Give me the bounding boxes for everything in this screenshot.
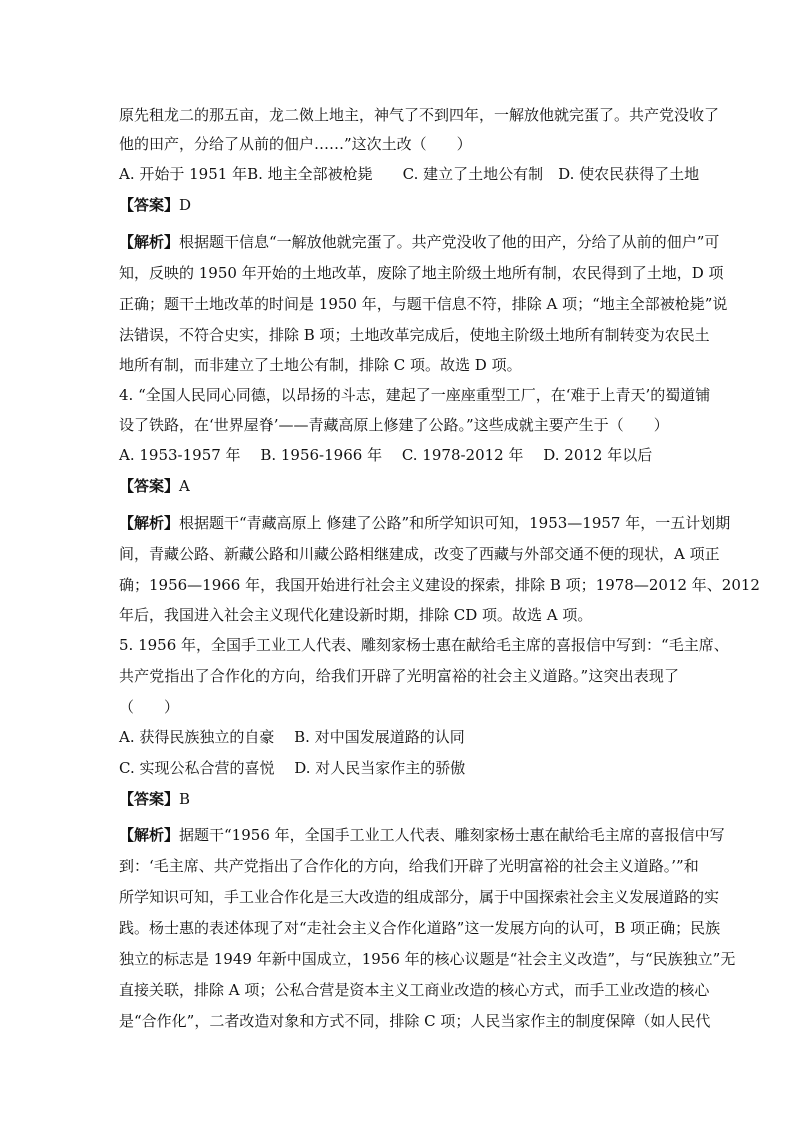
q5-analysis-line-4: 践。杨士惠的表述体现了对“走社会主义合作化道路”这一发展方向的认可，B 项正确；民族 [119,919,721,937]
analysis-text: 根据题干信息“一解放他就完蛋了。共产党没收了他的田产，分给了从前的佃户”可 [179,233,720,251]
q5-analysis-line-2: 到：‘毛主席、共产党指出了合作化的方向，给我们开辟了光明富裕的社会主义道路。’”和 [119,857,699,875]
q5-stem-line-2: 共产党指出了合作化的方向，给我们开辟了光明富裕的社会主义道路。”这突出表现了 [119,667,679,685]
q5-options-line-1: A. 获得民族独立的自豪 B. 对中国发展道路的认同 [119,728,465,746]
answer-tag: 【答案】 [119,790,180,808]
q4-analysis-line-1 [119,514,731,532]
q3-answer [119,196,679,214]
q5-analysis-line-6: 直接关联，排除 A 项；公私合营是资本主义工商业改造的核心方式，而手工业改造的核心 [119,981,710,999]
answer-tag: 【答案】 [119,477,180,495]
q3-analysis-line-2: 知，反映的 1950 年开始的土地改革，废除了地主阶级土地所有制，农民得到了土地，D 项 [119,264,724,282]
q4-analysis-line-4: 年后，我国进入社会主义现代化建设新时期，排除 CD 项。故选 A 项。 [119,606,593,624]
q5-analysis-line-1 [119,826,725,844]
analysis-tag: 【解析】 [119,233,180,251]
analysis-text: 据题干“1956 年，全国手工业工人代表、雕刻家杨士惠在献给毛主席的喜报信中写 [179,826,725,844]
answer-value: A [179,477,190,495]
q5-stem-line-1: 5. 1956 年，全国手工业工人代表、雕刻家杨士惠在献给毛主席的喜报信中写到：“毛主席、 [119,636,729,654]
q4-stem-line-2: 设了铁路，在‘世界屋脊’——青藏高原上修建了公路。”这些成就主要产生于（ ） [119,416,669,434]
q5-analysis-line-3: 所学知识可知，手工业合作化是三大改造的组成部分，属于中国探索社会主义发展道路的实 [119,888,720,906]
q4-answer [119,477,679,495]
q4-analysis-line-2: 间，青藏公路、新藏公路和川藏公路相继建成，改变了西藏与外部交通不便的现状，A 项正 [119,545,720,563]
answer-value: B [179,790,191,808]
q5-analysis-line-7: 是“合作化”，二者改造对象和方式不同，排除 C 项；人民当家作主的制度保障（如人民代 [119,1012,711,1030]
answer-tag: 【答案】 [119,196,180,214]
analysis-tag: 【解析】 [119,826,180,844]
analysis-tag: 【解析】 [119,514,180,532]
q5-stem-line-3: （ ） [119,698,180,716]
q3-stem-line-1: 原先租龙二的那五亩，龙二傚上地主，神气了不到四年，一解放他就完蛋了。共产党没收了 [119,106,720,124]
analysis-text: 根据题干“青藏高原上 修建了公路”和所学知识可知，1953—1957 年，一五计划期 [179,514,731,532]
q3-analysis-line-5: 地所有制，而非建立了土地公有制，排除 C 项。故选 D 项。 [119,356,522,374]
q3-analysis-line-1 [119,233,720,251]
q3-analysis-line-4: 法错误，不符合史实，排除 B 项；土地改革完成后，使地主阶级土地所有制转变为农民土 [119,326,710,344]
q4-options: A. 1953-1957 年 B. 1956-1966 年 C. 1978-2012 年 D. 2012 年以后 [119,446,653,464]
answer-value: D [179,196,192,214]
q3-analysis-line-3: 正确；题干土地改革的时间是 1950 年，与题干信息不符，排除 A 项；“地主全部被枪毙”说 [119,295,728,313]
q3-stem-line-2: 他的田产，分给了从前的佃户……”这次土改（ ） [119,135,472,153]
q4-stem-line-1: 4. “全国人民同心同德，以昂扬的斗志，建起了一座座重型工厂，在‘难于上青天’的蜀道铺 [119,386,711,404]
q4-analysis-line-3: 确；1956—1966 年，我国开始进行社会主义建设的探索，排除 B 项；1978—2012 年、2012 [119,576,760,594]
q3-options: A. 开始于 1951 年B. 地主全部被枪毙 C. 建立了土地公有制 D. 使农民获得了土地 [119,165,700,183]
q5-answer [119,790,679,808]
q5-options-line-2: C. 实现公私合营的喜悦 D. 对人民当家作主的骄傲 [119,759,466,777]
q5-analysis-line-5: 独立的标志是 1949 年新中国成立，1956 年的核心议题是“社会主义改造”，与“民族独立”无 [119,950,736,968]
